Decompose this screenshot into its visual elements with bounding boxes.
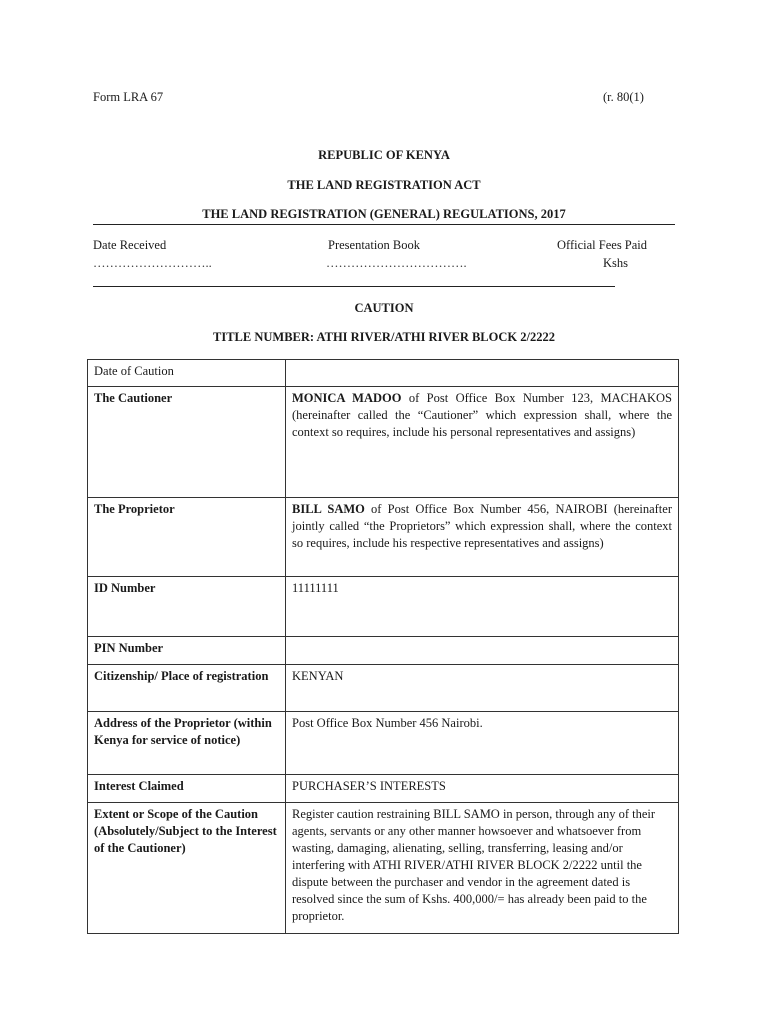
citizenship-label: Citizenship/ Place of registration bbox=[88, 665, 286, 712]
cautioner-details: of Post Office Box Number 123, MACHAKOS (hereinafter called the “Cautioner” which expression shall, where the context so requires, include his personal representatives and assigns) bbox=[292, 391, 672, 439]
date-received-label: Date Received bbox=[93, 238, 167, 252]
receipt-divider bbox=[93, 286, 615, 287]
pin-number-value bbox=[286, 637, 679, 665]
table-row bbox=[88, 360, 679, 387]
id-number-label: ID Number bbox=[88, 577, 286, 637]
caution-table bbox=[87, 359, 679, 934]
official-fees-label: Official Fees Paid bbox=[557, 238, 648, 252]
presentation-book-dots: ……………………………. bbox=[326, 256, 467, 270]
date-of-caution-label: Date of Caution bbox=[88, 360, 286, 387]
table-row bbox=[88, 637, 679, 665]
proprietor-value bbox=[286, 498, 679, 577]
presentation-book-label: Presentation Book bbox=[328, 238, 421, 252]
proprietor-label: The Proprietor bbox=[88, 498, 286, 577]
republic-title: REPUBLIC OF KENYA bbox=[318, 148, 450, 162]
pin-number-label: PIN Number bbox=[88, 637, 286, 665]
address-value: Post Office Box Number 456 Nairobi. bbox=[286, 712, 679, 775]
table-row bbox=[88, 803, 679, 934]
act-title: THE LAND REGISTRATION ACT bbox=[287, 178, 481, 192]
cautioner-value bbox=[286, 387, 679, 498]
table-row bbox=[88, 712, 679, 775]
date-of-caution-value bbox=[286, 360, 679, 387]
title-divider bbox=[93, 224, 675, 225]
proprietor-details: of Post Office Box Number 456, NAIROBI (hereinafter jointly called “the Proprietors” which expression shall, where the context so requires, include his respective representatives and assigns) bbox=[292, 502, 672, 550]
document-type: CAUTION bbox=[354, 301, 414, 315]
table-row bbox=[88, 387, 679, 498]
date-received-dots: ……………………….. bbox=[93, 256, 212, 270]
regulations-title: THE LAND REGISTRATION (GENERAL) REGULATIONS, 2017 bbox=[202, 207, 566, 221]
title-number: TITLE NUMBER: ATHI RIVER/ATHI RIVER BLOCK 2/2222 bbox=[213, 330, 555, 344]
cautioner-label: The Cautioner bbox=[88, 387, 286, 498]
id-number-value: 11111111 bbox=[286, 577, 679, 637]
fees-currency: Kshs bbox=[603, 256, 629, 270]
table-row bbox=[88, 775, 679, 803]
interest-claimed-label: Interest Claimed bbox=[88, 775, 286, 803]
regulation-reference: (r. 80(1) bbox=[603, 90, 644, 104]
extent-label: Extent or Scope of the Caution (Absolutely/Subject to the Interest of the Cautioner) bbox=[88, 803, 286, 934]
table-row bbox=[88, 577, 679, 637]
citizenship-value: KENYAN bbox=[286, 665, 679, 712]
address-label: Address of the Proprietor (within Kenya for service of notice) bbox=[88, 712, 286, 775]
extent-value: Register caution restraining BILL SAMO in person, through any of their agents, servants or any other manner howsoever and whatsoever from wasting, damaging, alienating, selling, transferring, leasing and/or interfering with ATHI RIVER/ATHI RIVER BLOCK 2/2222 until the dispute between the purchaser and vendor in the agreement dated is resolved since the sum of Kshs. 400,000/= has already been paid to the proprietor. bbox=[286, 803, 679, 934]
table-row bbox=[88, 498, 679, 577]
proprietor-name: BILL SAMO bbox=[292, 502, 365, 516]
interest-claimed-value: PURCHASER’S INTERESTS bbox=[286, 775, 679, 803]
cautioner-name: MONICA MADOO bbox=[292, 391, 402, 405]
table-row bbox=[88, 665, 679, 712]
form-label: Form LRA 67 bbox=[93, 90, 164, 104]
